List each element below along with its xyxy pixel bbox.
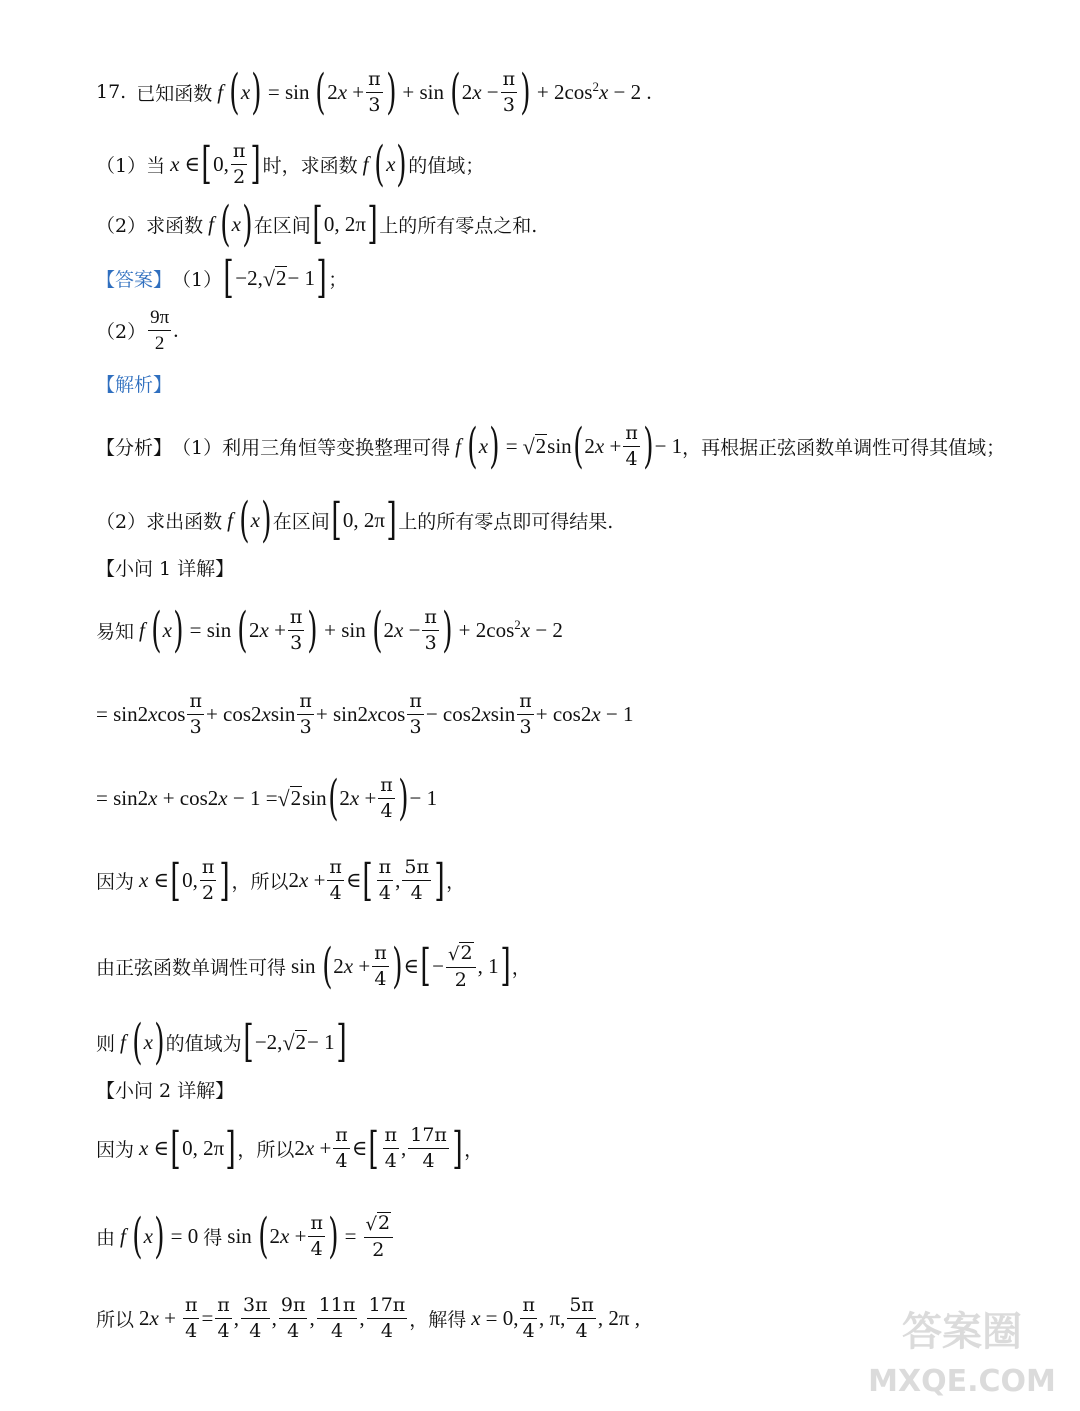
sub1-line2: = sin2xcos $\frac{\pi}{3}$ + cos2xsin $\frac{\pi}{3}$ + sin2xcos $\frac{\pi}{3}$ − cos2xsin $\frac{\pi}{3}$ + cos2x − 1 bbox=[96, 690, 634, 738]
problem-number: 17. bbox=[96, 81, 127, 103]
sub2-line1: 因为 x ∈ [ 0, 2π ] ，所以 2x + $\frac{\pi}{4}$ ∈ [ $\frac{\pi}{4}$ , $\frac{17\pi}{4}$ ] ， bbox=[96, 1122, 484, 1174]
svg-text:答案圈: 答案圈 bbox=[902, 1309, 1022, 1355]
sub2-line3: 所以 2x + $\frac{\pi}{4}$ = $\frac{\pi}{4}$ , $\frac{3\pi}{4}$ , $\frac{9\pi}{4}$ , $\frac{11\pi}{4}$ , $\frac{17\pi}{4}$ ，解得 x = 0, $\frac{\pi}{4}$ , π, $\frac{5\pi}{4}$ , 2π , bbox=[96, 1294, 641, 1342]
problem-statement: 17. 已知函数 f ( x ) = sin ( 2x + $\frac{\pi}{3}$ ) + sin ( 2x − $\frac{\pi}{3}$ ) + $2\cos^2x - 2$ . bbox=[96, 64, 652, 120]
problem-intro: 已知函数 bbox=[136, 82, 213, 105]
watermark-logo bbox=[862, 1303, 1062, 1403]
sub1-line3: = sin2x + cos2x − 1 = √ 2 sin ( 2x + $\frac{\pi}{4}$ ) − 1 bbox=[96, 770, 438, 826]
answer-line2: （2） $\frac{9\pi}{2}$ . bbox=[96, 307, 179, 354]
analysis-line1: 【分析】 （1）利用三角恒等变换整理可得 f ( x ) = √ 2 sin ( 2x + $\frac{\pi}{4}$ ) − 1 ，再根据正弦函数单调性可得其值域； bbox=[96, 418, 1006, 474]
sub1-line5: 由正弦函数单调性可得 sin ( 2x + $\frac{\pi}{4}$ ) ∈ [ − √ 2 2 , 1 ] ， bbox=[96, 938, 531, 994]
problem-part1: （1）当 x ∈ [ 0, $\frac{\pi}{2}$ ] 时，求函数 f ( x ) 的值域； bbox=[96, 136, 485, 192]
analysis-tag: 【解析】 bbox=[96, 374, 173, 396]
sub1-line1: 易知 f ( x ) = sin ( 2x + $\frac{\pi}{3}$ ) + sin ( 2x − $\frac{\pi}{3}$ ) + $2\cos^2x - 2$ bbox=[96, 602, 563, 658]
watermark-text: MXQE.COM bbox=[868, 1364, 1056, 1399]
sub2-line2: 由 f ( x ) = 0 得 sin ( 2x + $\frac{\pi}{4}$ ) = √ 2 2 bbox=[96, 1212, 395, 1260]
sub1-line6: 则 f ( x ) 的值域为 [ −2, √ 2 − 1 ] bbox=[96, 1014, 347, 1070]
sub2-title: 【小问 2 详解】 bbox=[96, 1080, 235, 1102]
sub1-title: 【小问 1 详解】 bbox=[96, 558, 235, 580]
analysis-line2: （2）求出函数 f ( x ) 在区间 [ 0, 2π ] 上的所有零点即可得结果. bbox=[96, 492, 614, 548]
sub1-line4: 因为 x ∈ [ 0, $\frac{\pi}{2}$ ] ，所以 2x + $\frac{\pi}{4}$ ∈ [ $\frac{\pi}{4}$ , $\frac{5\pi}{4}$ ] ， bbox=[96, 854, 466, 906]
answer-line1: 【答案】 （1） [ −2, √ 2 − 1 ] ； bbox=[96, 252, 348, 303]
answer-tag: 【答案】 bbox=[96, 268, 173, 291]
problem-part2: （2）求函数 f ( x ) 在区间 [ 0, 2π ] 上的所有零点之和. bbox=[96, 196, 538, 252]
